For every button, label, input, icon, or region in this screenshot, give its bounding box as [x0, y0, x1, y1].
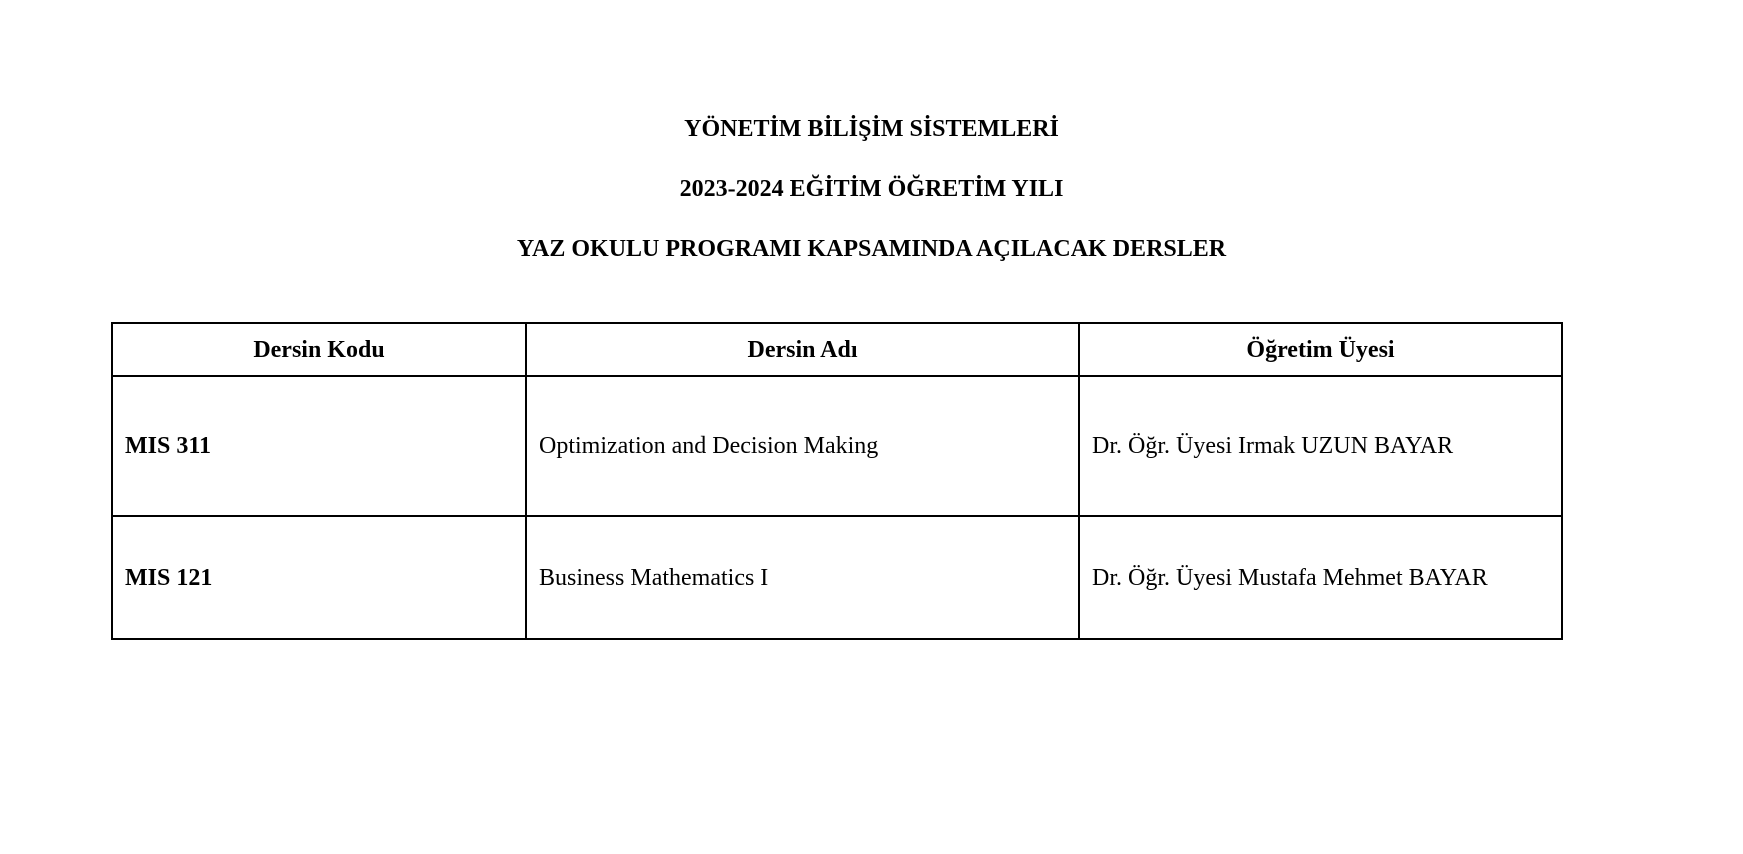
cell-course-code: MIS 311 — [112, 376, 526, 516]
header-course-name: Dersin Adı — [526, 323, 1079, 376]
title-summer-school-courses: YAZ OKULU PROGRAMI KAPSAMINDA AÇILACAK DERSLER — [516, 236, 1227, 262]
course-table — [111, 322, 1563, 640]
header-course-code: Dersin Kodu — [112, 323, 526, 376]
title-department: YÖNETİM BİLİŞİM SİSTEMLERİ — [684, 116, 1059, 142]
cell-course-code: MIS 121 — [112, 516, 526, 639]
table-row — [112, 376, 1562, 516]
cell-instructor: Dr. Öğr. Üyesi Irmak UZUN BAYAR — [1079, 376, 1562, 516]
table-header-row — [112, 323, 1562, 376]
table-row — [112, 516, 1562, 639]
title-academic-year: 2023-2024 EĞİTİM ÖĞRETİM YILI — [679, 176, 1064, 202]
cell-course-name: Business Mathematics I — [526, 516, 1079, 639]
cell-instructor: Dr. Öğr. Üyesi Mustafa Mehmet BAYAR — [1079, 516, 1562, 639]
cell-course-name: Optimization and Decision Making — [526, 376, 1079, 516]
header-instructor: Öğretim Üyesi — [1079, 323, 1562, 376]
